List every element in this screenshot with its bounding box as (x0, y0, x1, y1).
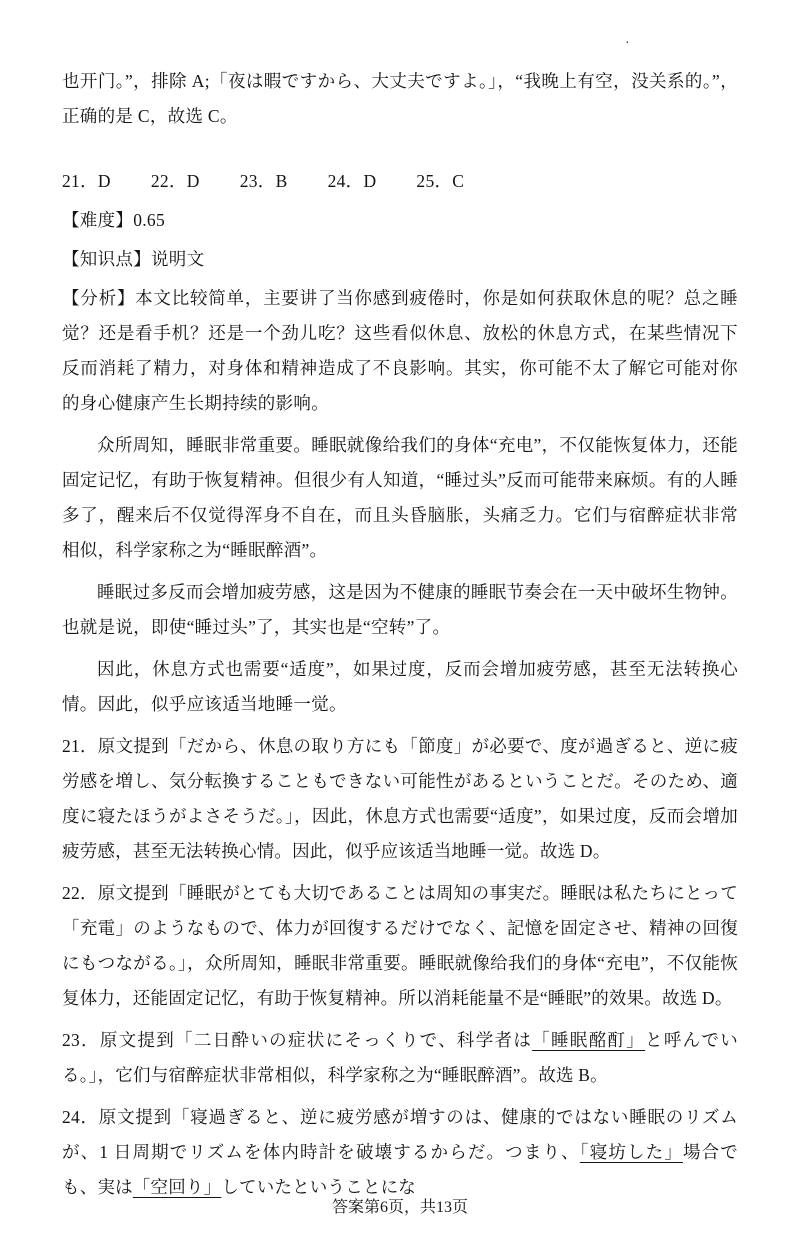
explanation-q23 (62, 1023, 738, 1093)
answer-q23: 23．B (239, 171, 288, 191)
q24-text: 場合でも、実は (62, 1142, 738, 1197)
paragraph-continued-from-previous-page: 也开门。”，排除 A;「夜は暇ですから、大丈夫ですよ。」，“我晚上有空，没关系的。”，正确的是 C，故选 C。 (62, 71, 738, 126)
answer-q24: 24．D (327, 171, 377, 191)
answer-q22: 22．D (150, 171, 200, 191)
stray-ink-mark: · (625, 36, 630, 51)
knowledge-point-line: 【知识点】说明文 (62, 249, 205, 269)
difficulty-line: 【难度】0.65 (62, 210, 166, 230)
body-paragraph-1: 众所周知，睡眠非常重要。睡眠就像给我们的身体“充电”，不仅能恢复体力，还能固定记忆，有助于恢复精神。但很少有人知道，“睡过头”反而可能带来麻烦。有的人睡多了，醒来后不仅觉得浑身不自在，而且头昏脑胀，头痛乏力。它们与宿醉症状非常相似，科学家称之为“睡眠醉酒”。 (62, 435, 738, 560)
q23-text: 23．原文提到「二日酔いの症状にそっくりで、科学者は (62, 1030, 533, 1050)
q24-underlined-term-1: 「寝坊した」 (579, 1142, 683, 1162)
explanation-q21: 21．原文提到「だから、休息の取り方にも「節度」が必要で、度が過ぎると、逆に疲労感を増し、気分転換することもできない可能性があるということだ。そのため、適度に寝たほうがよさそうだ。」，因此，休息方式也需要“适度”，如果过度，反而会增加疲劳感，甚至无法转换心情。因此，似乎应该适当地睡一觉。故选 D。 (62, 736, 738, 861)
q24-text: していたということにな (221, 1177, 417, 1197)
body-paragraph-3: 因此，休息方式也需要“适度”，如果过度，反而会增加疲劳感，甚至无法转换心情。因此，似乎应该适当地睡一觉。 (62, 659, 738, 714)
answer-key-line (62, 164, 738, 199)
q23-underlined-term: 「睡眠酩酊」 (532, 1030, 646, 1050)
body-paragraph-2: 睡眠过多反而会增加疲劳感，这是因为不健康的睡眠节奏会在一天中破坏生物钟。也就是说，即使“睡过头”了，其实也是“空转”了。 (62, 582, 738, 637)
analysis-paragraph: 【分析】本文比较简单，主要讲了当你感到疲倦时，你是如何获取休息的呢？总之睡觉？还是看手机？还是一个劲儿吃？这些看似休息、放松的休息方式，在某些情况下反而消耗了精力，对身体和精神造成了不良影响。其实，你可能不太了解它可能对你的身心健康产生长期持续的影响。 (62, 288, 738, 413)
q23-text: と呼んでいる。」，它们与宿醉症状非常相似，科学家称之为“睡眠醉酒”。故选 B。 (62, 1030, 738, 1085)
q24-underlined-term-2: 「空回り」 (132, 1177, 222, 1197)
q24-text: 24．原文提到「寝過ぎると、逆に疲労感が増すのは、健康的ではない睡眠のリズムが、1 日周期でリズムを体内時計を破壊するからだ。つまり、 (62, 1107, 738, 1162)
explanation-q22: 22．原文提到「睡眠がとても大切であることは周知の事実だ。睡眠は私たちにとって「充電」のようなもので、体力が回復するだけでなく、記憶を固定させ、精神の回復にもつながる。」，众所周知，睡眠非常重要。睡眠就像给我们的身体“充电”，不仅能恢复体力，还能固定记忆，有助于恢复精神。所以消耗能量不是“睡眠”的效果。故选 D。 (62, 883, 738, 1008)
answer-q21: 21．D (62, 171, 111, 191)
explanation-q24 (62, 1100, 738, 1205)
page-footer: 答案第6页，共13页 (331, 1199, 468, 1216)
answer-q25: 25．C (416, 171, 465, 191)
